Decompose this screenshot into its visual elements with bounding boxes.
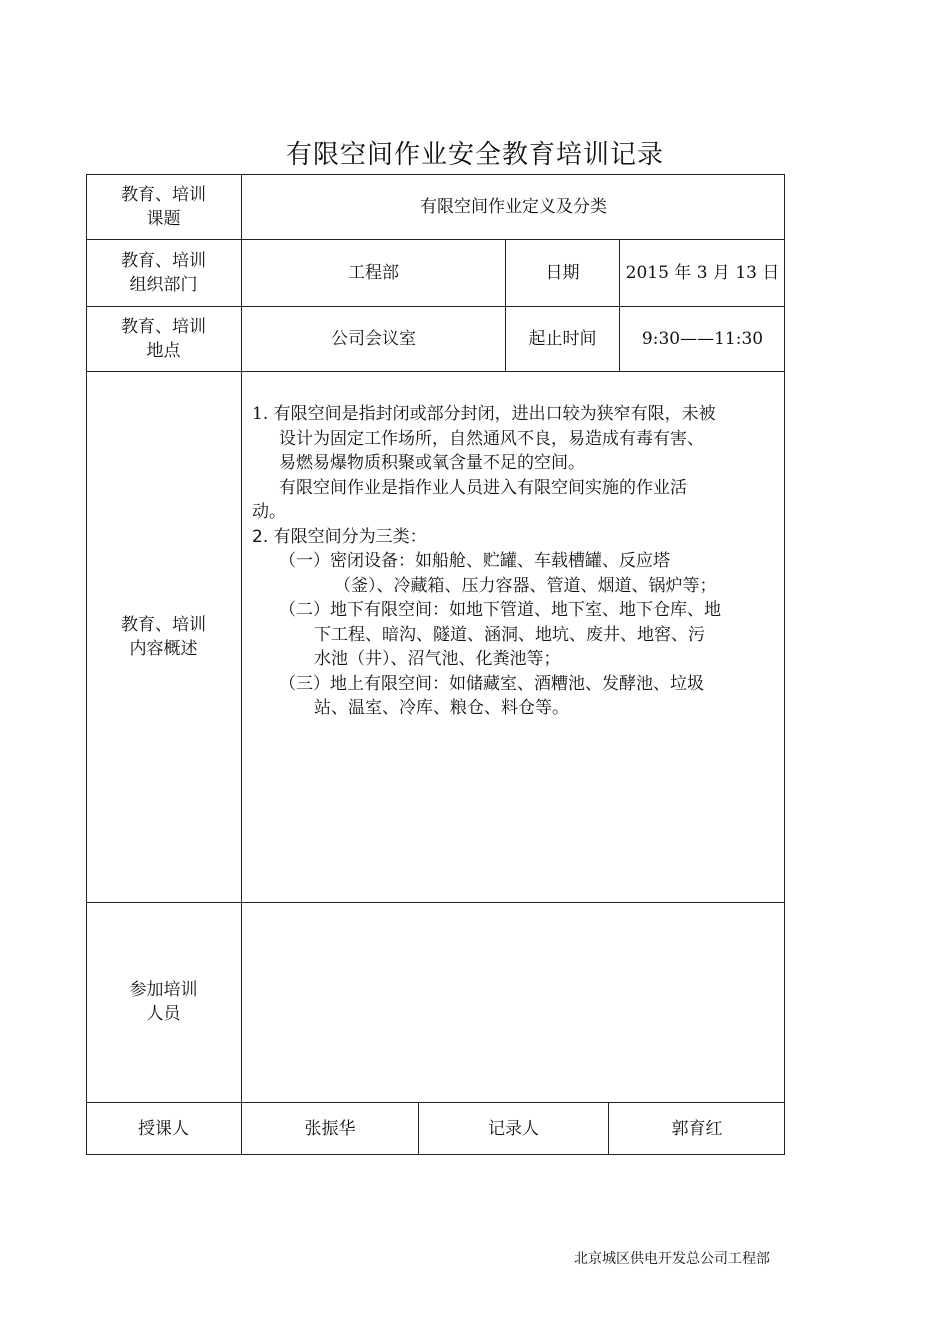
location-label-line2: 地点 <box>146 340 181 361</box>
department-label-line1: 教育、培训 <box>121 250 206 271</box>
department-label-line2: 组织部门 <box>129 274 198 295</box>
topic-value: 有限空间作业定义及分类 <box>420 196 607 217</box>
footer-organization: 北京城区供电开发总公司工程部 <box>574 1251 770 1267</box>
item1-line3: 易燃易爆物质积聚或氧含量不足的空间。 <box>279 453 585 473</box>
recorder-name: 郭育红 <box>671 1118 723 1139</box>
participants-label-line1: 参加培训 <box>129 980 198 1000</box>
location-label-line1: 教育、培训 <box>121 316 206 337</box>
participants-value <box>242 902 785 1102</box>
recorder-label: 记录人 <box>488 1118 539 1139</box>
teacher-label: 授课人 <box>138 1118 189 1139</box>
participants-label-line2: 人员 <box>146 1004 181 1024</box>
category1-line2: （釜）、冷藏箱、压力容器、管道、烟道、锅炉等； <box>334 575 717 596</box>
content-label-line1: 教育、培训 <box>121 614 206 635</box>
teacher-name: 张振华 <box>304 1118 356 1139</box>
date-label: 日期 <box>545 262 580 283</box>
time-label: 起止时间 <box>528 328 597 349</box>
document-title: 有限空间作业安全教育培训记录 <box>285 140 664 170</box>
item2-heading: 2. 有限空间分为三类： <box>252 526 427 547</box>
item1-line5: 动。 <box>252 502 286 522</box>
category3-line1: （三）地上有限空间：如储藏室、酒糟池、发酵池、垃圾 <box>279 673 704 694</box>
location-value: 公司会议室 <box>331 328 416 349</box>
category3-line2: 站、温室、冷库、粮仓、料仓等。 <box>314 698 569 718</box>
department-label <box>86 239 241 306</box>
content-label <box>86 371 241 902</box>
category2-line1: （二）地下有限空间：如地下管道、地下室、地下仓库、地 <box>279 600 721 620</box>
item1-line4: 有限空间作业是指作业人员进入有限空间实施的作业活 <box>279 477 687 498</box>
department-value: 工程部 <box>348 262 399 283</box>
item1-line2: 设计为固定工作场所，自然通风不良，易造成有毒有害、 <box>279 428 704 449</box>
participants-label <box>86 902 241 1102</box>
time-value: 9:30——11:30 <box>641 328 764 349</box>
content-label-line2: 内容概述 <box>129 638 198 659</box>
category1-line1: （一）密闭设备：如船舱、贮罐、车载槽罐、反应塔 <box>279 551 670 571</box>
category2-line2: 下工程、暗沟、隧道、涵洞、地坑、废井、地窖、污 <box>314 624 705 645</box>
content-summary <box>252 402 780 721</box>
topic-label-line1: 教育、培训 <box>121 184 206 205</box>
topic-label-line2: 课题 <box>146 208 181 229</box>
location-label <box>86 306 241 371</box>
category2-line3: 水池（井）、沼气池、化粪池等； <box>314 649 561 669</box>
date-value: 2015 年 3 月 13 日 <box>625 262 780 283</box>
item1-line1: 1. 有限空间是指封闭或部分封闭，进出口较为狭窄有限，未被 <box>252 404 716 424</box>
topic-label <box>86 174 241 239</box>
